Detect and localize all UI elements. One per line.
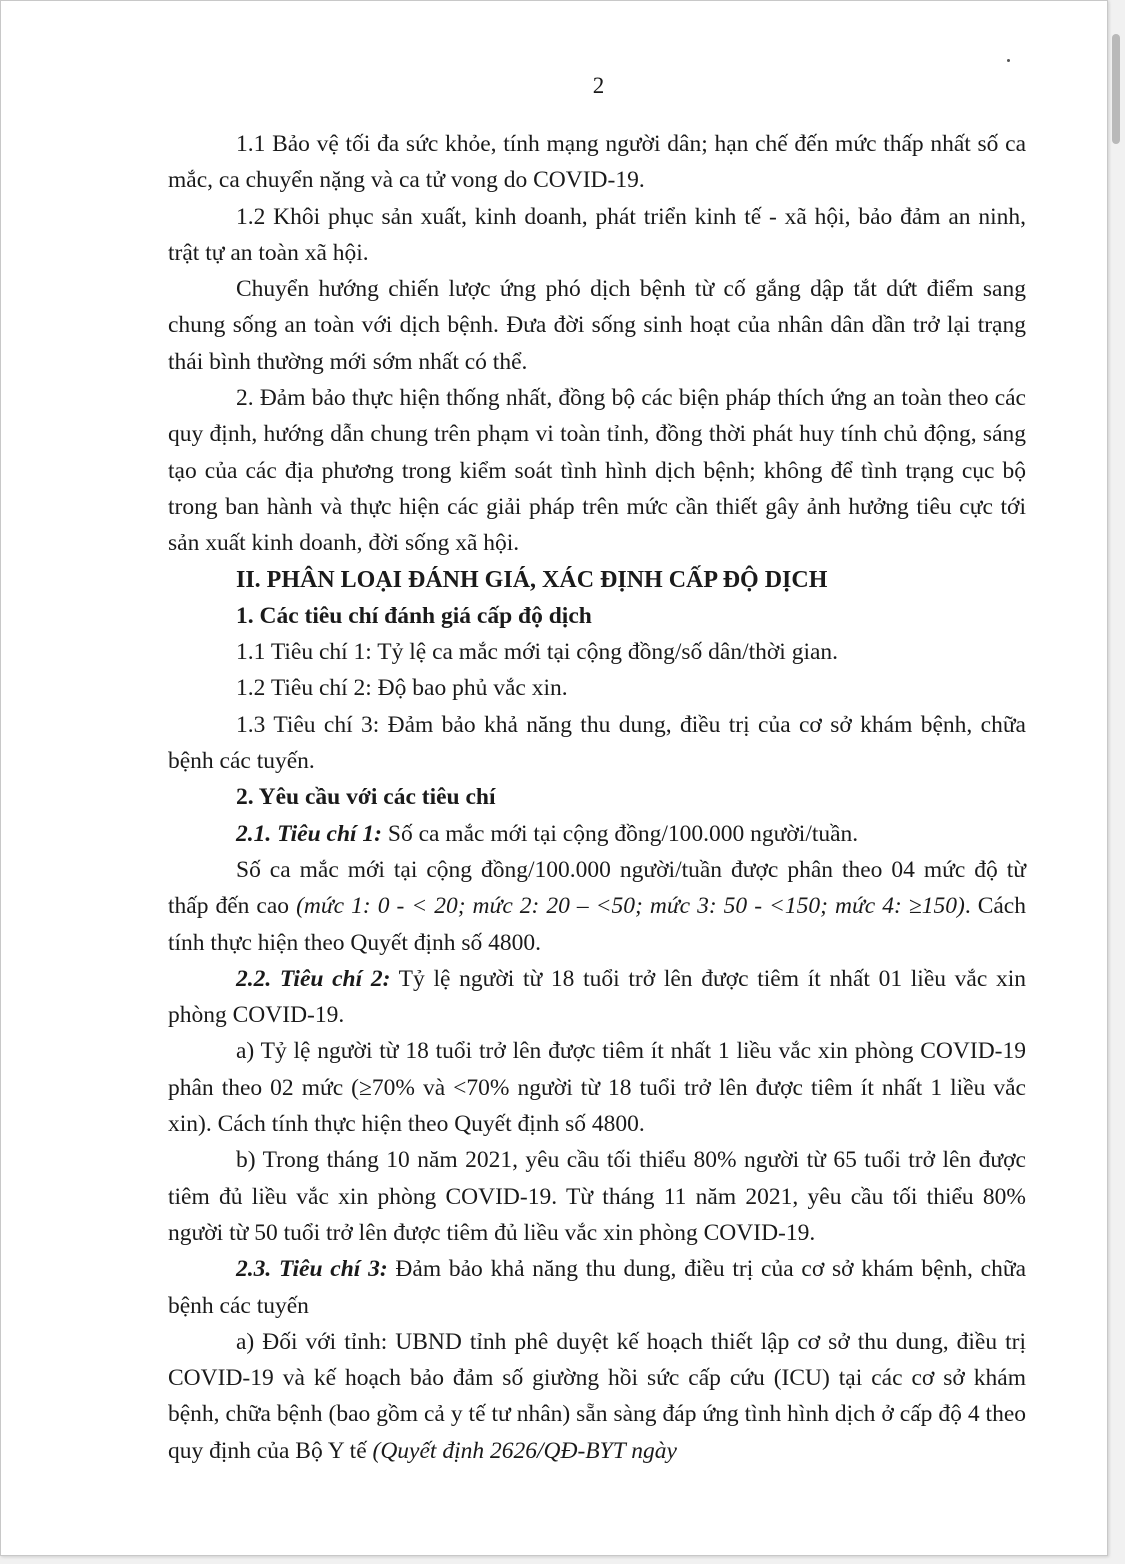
requirement-2-3-label: 2.3. Tiêu chí 3: (236, 1256, 388, 1283)
requirement-2-3-text: Đảm bảo khả năng thu dung, điều trị của cơ sở khám bệnh, chữa bệnh các tuyến (168, 1256, 1026, 1319)
detail-levels: (mức 1: 0 - < 20; mức 2: 20 – <50; mức 3: 50 - <150; mức 4: ≥150) (296, 893, 965, 920)
criteria-3: 1.3 Tiêu chí 3: Đảm bảo khả năng thu dung, điều trị của cơ sở khám bệnh, chữa bệnh các tuyến. (168, 711, 1026, 775)
document-body (168, 126, 1026, 1469)
scrollbar-thumb[interactable] (1112, 34, 1120, 144)
paragraph-1-1: 1.1 Bảo vệ tối đa sức khỏe, tính mạng người dân; hạn chế đến mức thấp nhất số ca mắc, ca chuyển nặng và ca tử vong do COVID-19. (168, 131, 1026, 194)
requirement-2-1-detail (168, 852, 1026, 961)
requirement-2-1 (168, 816, 1026, 852)
scan-dot (1007, 59, 1010, 62)
requirement-2-3 (168, 1251, 1026, 1324)
detail-text-a: Số ca mắc mới tại cộng đồng/100.000 người/tuần được phân theo 04 mức độ từ thấp đến cao (168, 856, 1026, 920)
requirement-2-2-b: b) Trong tháng 10 năm 2021, yêu cầu tối thiểu 80% người từ 65 tuổi trở lên được tiêm đủ liều vắc xin phòng COVID-19. Từ tháng 11 năm 2021, yêu cầu tối thiểu 80% người từ 50 tuổi trở lên được tiêm đủ liều vắc xin phòng COVID-19. (168, 1147, 1026, 1246)
requirement-2-3-a (168, 1324, 1026, 1469)
requirement-2-2-text: Tỷ lệ người từ 18 tuổi trở lên được tiêm ít nhất 01 liều vắc xin phòng COVID-19. (168, 965, 1026, 1029)
page-number: 2 (592, 73, 605, 98)
requirement-2-3-a-citation: (Quyết định 2626/QĐ-BYT ngày (372, 1437, 677, 1464)
detail-text-b: . Cách tính thực hiện theo Quyết định số 4800. (168, 893, 1026, 956)
paragraph-1-2: 1.2 Khôi phục sản xuất, kinh doanh, phát triển kinh tế - xã hội, bảo đảm an ninh, trật tự an toàn xã hội. (168, 203, 1026, 266)
paragraph-strategy: Chuyển hướng chiến lược ứng phó dịch bệnh từ cố gắng dập tắt dứt điểm sang chung sống an toàn với dịch bệnh. Đưa đời sống sinh hoạt của nhân dân dần trở lại trạng thái bình thường mới sớm nhất có thể. (168, 276, 1026, 375)
criteria-1: 1.1 Tiêu chí 1: Tỷ lệ ca mắc mới tại cộng đồng/số dân/thời gian. (236, 639, 839, 666)
requirement-2-1-label: 2.1. Tiêu chí 1: (236, 820, 382, 847)
paragraph-2: 2. Đảm bảo thực hiện thống nhất, đồng bộ các biện pháp thích ứng an toàn theo các quy định, hướng dẫn chung trên phạm vi toàn tỉnh, đồng thời phát huy tính chủ động, sáng tạo của các địa phương trong kiểm soát tình hình dịch bệnh; không để tình trạng cục bộ trong ban hành và thực hiện các giải pháp trên mức cần thiết gây ảnh hưởng tiêu cực tới sản xuất kinh doanh, đời sống xã hội. (168, 385, 1026, 557)
criteria-2: 1.2 Tiêu chí 2: Độ bao phủ vắc xin. (236, 675, 568, 702)
requirement-2-1-text: Số ca mắc mới tại cộng đồng/100.000 người/tuần. (382, 820, 859, 847)
requirement-2-2-a: a) Tỷ lệ người từ 18 tuổi trở lên được tiêm ít nhất 1 liều vắc xin phòng COVID-19 phân theo 02 mức (≥70% và <70% người từ 18 tuổi trở lên được tiêm ít nhất 1 liều vắc xin). Cách tính thực hiện theo Quyết định số 4800. (168, 1038, 1026, 1138)
requirement-2-2-label: 2.2. Tiêu chí 2: (236, 965, 391, 992)
subheading-requirements: 2. Yêu cầu với các tiêu chí (236, 784, 496, 811)
scrollbar-track[interactable] (1109, 0, 1123, 1556)
requirement-2-2 (168, 961, 1026, 1034)
subheading-criteria: 1. Các tiêu chí đánh giá cấp độ dịch (236, 602, 592, 629)
requirement-2-3-a-text: a) Đối với tỉnh: UBND tỉnh phê duyệt kế hoạch thiết lập cơ sở thu dung, điều trị COVID-19 và kế hoạch bảo đảm số giường hồi sức cấp cứu (ICU) tại các cơ sở khám bệnh, chữa bệnh (bao gồm cả y tế tư nhân) sẵn sàng đáp ứng tình hình dịch ở cấp độ 4 theo quy định của Bộ Y tế (168, 1328, 1026, 1464)
section-heading-ii: II. PHÂN LOẠI ĐÁNH GIÁ, XÁC ĐỊNH CẤP ĐỘ DỊCH (236, 566, 828, 593)
